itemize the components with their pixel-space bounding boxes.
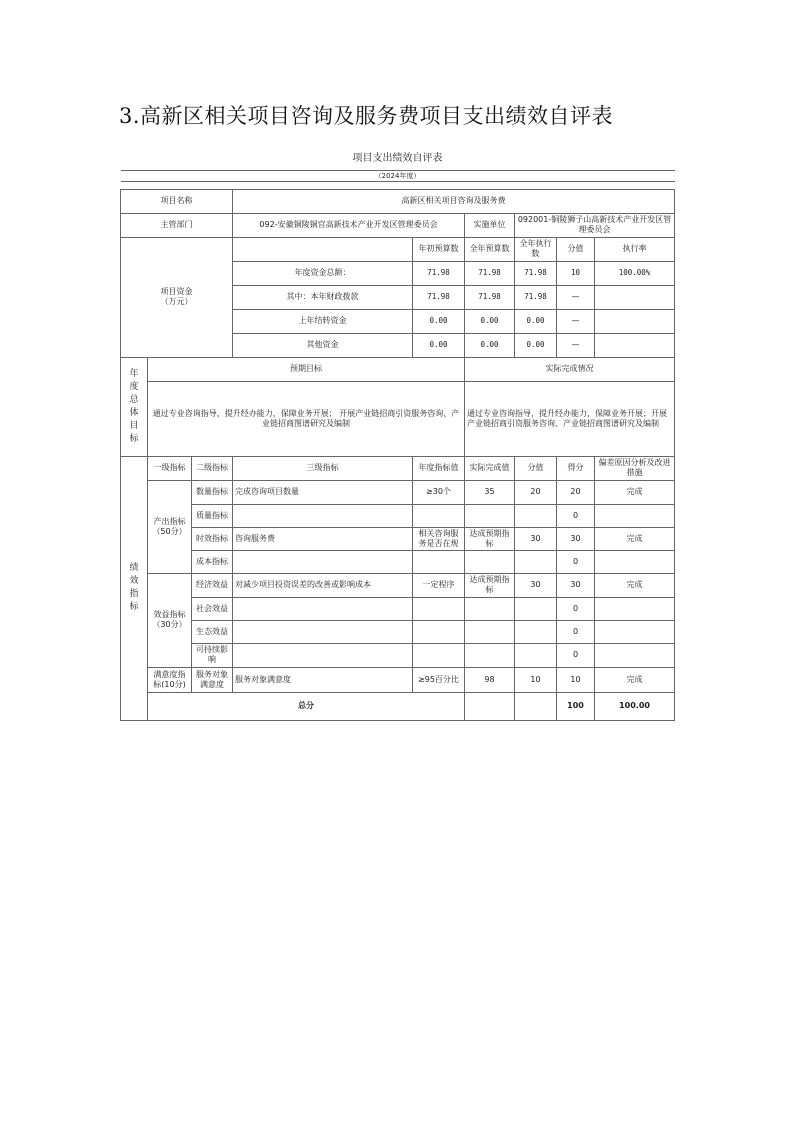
indicator-get: 0 xyxy=(557,643,595,667)
indicator-row xyxy=(121,527,675,550)
funds-row-label: 其他资金 xyxy=(233,333,413,357)
indicator-reason xyxy=(595,550,675,573)
goals-label: 年 度 总 体 目 标 xyxy=(121,357,148,456)
indicator-target: 相关咨询服务是否在规 xyxy=(413,527,465,550)
indicator-header: 二级指标 xyxy=(192,456,233,480)
indicator-header: 分值 xyxy=(515,456,557,480)
indicator-actual xyxy=(465,620,515,643)
total-row xyxy=(121,692,675,720)
goals-header-row xyxy=(121,357,675,381)
evaluation-sheet xyxy=(120,148,674,721)
indicator-target: 一定程序 xyxy=(413,573,465,597)
indicator-header: 三级指标 xyxy=(233,456,413,480)
indicator-row xyxy=(121,550,675,573)
funds-header: 执行率 xyxy=(595,237,675,261)
indicator-row xyxy=(121,480,675,504)
indicator-l3: 服务对象满意度 xyxy=(233,667,413,692)
total-get: 100.00 xyxy=(595,692,675,720)
indicator-actual: 达成预期指标 xyxy=(465,527,515,550)
unit-value: 092001-铜陵狮子山高新技术产业开发区管理委员会 xyxy=(515,213,675,237)
indicator-target xyxy=(413,550,465,573)
satisfaction-indicator-label: 满意度指 标(10分) xyxy=(148,667,192,692)
indicators-label: 绩 效 指 标 xyxy=(121,456,148,720)
expected-goal: 通过专业咨询指导，提升经办能力，保障业务开展； 开展产业链招商引资服务咨询、产业链招商图谱研究及编制 xyxy=(148,381,465,456)
spacer-row xyxy=(121,181,675,189)
indicator-reason xyxy=(595,620,675,643)
benefit-indicator-label: 效益指标 （30分） xyxy=(148,573,192,667)
unit-label: 实施单位 xyxy=(465,213,515,237)
funds-header: 分值 xyxy=(557,237,595,261)
funds-score: — xyxy=(557,333,595,357)
indicator-row xyxy=(121,504,675,527)
indicator-l2: 成本指标 xyxy=(192,550,233,573)
indicator-row xyxy=(121,573,675,597)
indicator-l2: 经济效益 xyxy=(192,573,233,597)
indicator-target xyxy=(413,597,465,620)
indicator-l3 xyxy=(233,504,413,527)
indicator-score xyxy=(515,504,557,527)
indicator-reason: 完成 xyxy=(595,667,675,692)
indicator-target xyxy=(413,620,465,643)
indicator-l3: 对减少项目投资误差的改善或影响成本 xyxy=(233,573,413,597)
indicator-row xyxy=(121,667,675,692)
indicator-l3 xyxy=(233,643,413,667)
indicator-get: 30 xyxy=(557,527,595,550)
indicator-target: ≥95百分比 xyxy=(413,667,465,692)
indicator-score: 30 xyxy=(515,573,557,597)
indicator-get: 0 xyxy=(557,597,595,620)
funds-label: 项目资金 （万元） xyxy=(121,237,233,357)
funds-cell: 0.00 xyxy=(515,309,557,333)
indicator-reason: 完成 xyxy=(595,527,675,550)
funds-header: 年初预算数 xyxy=(413,237,465,261)
year-label: （2024年度） xyxy=(121,170,675,181)
funds-cell: 71.98 xyxy=(465,285,515,309)
indicator-header: 一级指标 xyxy=(148,456,192,480)
indicator-get: 30 xyxy=(557,573,595,597)
goals-content-row xyxy=(121,381,675,456)
funds-cell: 71.98 xyxy=(515,285,557,309)
indicator-get: 0 xyxy=(557,620,595,643)
indicator-l3 xyxy=(233,550,413,573)
indicator-reason: 完成 xyxy=(595,480,675,504)
indicator-l3 xyxy=(233,620,413,643)
indicator-score xyxy=(515,620,557,643)
indicator-get: 0 xyxy=(557,504,595,527)
indicator-actual: 35 xyxy=(465,480,515,504)
actual-header: 实际完成情况 xyxy=(465,357,675,381)
indicator-reason xyxy=(595,597,675,620)
project-name: 高新区相关项目咨询及服务费 xyxy=(233,189,675,213)
total-label: 总分 xyxy=(148,692,465,720)
indicator-reason xyxy=(595,643,675,667)
funds-rate-get xyxy=(595,261,675,285)
indicator-row xyxy=(121,620,675,643)
actual-result: 通过专业咨询指导，提升经办能力，保障业务开展；开展产业链招商引资服务咨询、产业链招商图谱研究及编制 xyxy=(465,381,675,456)
funds-rate: 100.00% xyxy=(618,268,651,277)
indicator-l2: 社会效益 xyxy=(192,597,233,620)
evaluation-table xyxy=(120,148,675,721)
indicator-l3: 咨询服务费 xyxy=(233,527,413,550)
funds-cell: 71.98 xyxy=(413,285,465,309)
indicator-score: 10 xyxy=(515,667,557,692)
indicator-target xyxy=(413,643,465,667)
dept-row xyxy=(121,213,675,237)
funds-score: — xyxy=(557,285,595,309)
indicator-get: 10 xyxy=(557,667,595,692)
funds-header: 全年预算数 xyxy=(465,237,515,261)
indicator-actual xyxy=(465,597,515,620)
dept-label: 主管部门 xyxy=(121,213,233,237)
indicator-get: 20 xyxy=(557,480,595,504)
indicator-score xyxy=(515,597,557,620)
funds-row-label: 年度资金总额： xyxy=(233,261,413,285)
indicator-target xyxy=(413,504,465,527)
output-indicator-label: 产出指标 （50分） xyxy=(148,480,192,573)
indicator-target: ≥30个 xyxy=(413,480,465,504)
indicator-header: 年度指标值 xyxy=(413,456,465,480)
expected-header: 预期目标 xyxy=(148,357,465,381)
funds-header-row xyxy=(121,237,675,261)
indicator-actual: 98 xyxy=(465,667,515,692)
indicator-row xyxy=(121,643,675,667)
funds-score: 10 xyxy=(557,261,595,285)
indicator-score xyxy=(515,643,557,667)
year-row xyxy=(121,170,675,181)
indicator-header: 实际完成值 xyxy=(465,456,515,480)
indicator-l3: 完成咨询项目数量 xyxy=(233,480,413,504)
funds-cell: 0.00 xyxy=(515,333,557,357)
indicator-reason xyxy=(595,504,675,527)
funds-row-label: 其中：本年财政拨款 xyxy=(233,285,413,309)
indicator-actual xyxy=(465,504,515,527)
indicator-l2: 质量指标 xyxy=(192,504,233,527)
sheet-title-row xyxy=(121,148,675,170)
indicator-header: 偏差原因分析及改进措施 xyxy=(595,456,675,480)
funds-cell: 71.98 xyxy=(515,261,557,285)
funds-cell: 71.98 xyxy=(413,261,465,285)
indicator-row xyxy=(121,597,675,620)
funds-cell: 0.00 xyxy=(465,333,515,357)
indicator-reason: 完成 xyxy=(595,573,675,597)
indicator-l2: 可持续影响 xyxy=(192,643,233,667)
indicator-score: 20 xyxy=(515,480,557,504)
dept-value: 092-安徽铜陵铜官高新技术产业开发区管理委员会 xyxy=(233,213,465,237)
indicator-l3 xyxy=(233,597,413,620)
funds-cell: 0.00 xyxy=(413,309,465,333)
page-title: 3.高新区相关项目咨询及服务费项目支出绩效自评表 xyxy=(119,104,614,128)
project-name-row xyxy=(121,189,675,213)
funds-header: 全年执行数 xyxy=(515,237,557,261)
funds-score: — xyxy=(557,309,595,333)
indicator-l2: 生态效益 xyxy=(192,620,233,643)
indicator-score: 30 xyxy=(515,527,557,550)
total-score: 100 xyxy=(557,692,595,720)
indicator-score xyxy=(515,550,557,573)
project-name-label: 项目名称 xyxy=(121,189,233,213)
funds-cell: 71.98 xyxy=(465,261,515,285)
indicator-header: 得分 xyxy=(557,456,595,480)
indicator-l2: 服务对象满意度 xyxy=(192,667,233,692)
sheet-title: 项目支出绩效自评表 xyxy=(121,148,675,170)
indicator-actual: 达成预期指标 xyxy=(465,573,515,597)
funds-cell: 0.00 xyxy=(413,333,465,357)
indicator-actual xyxy=(465,550,515,573)
indicator-actual xyxy=(465,643,515,667)
indicator-header-row xyxy=(121,456,675,480)
funds-row-label: 上年结转资金 xyxy=(233,309,413,333)
funds-cell: 0.00 xyxy=(465,309,515,333)
indicator-get: 0 xyxy=(557,550,595,573)
indicator-l2: 数量指标 xyxy=(192,480,233,504)
indicator-l2: 时效指标 xyxy=(192,527,233,550)
